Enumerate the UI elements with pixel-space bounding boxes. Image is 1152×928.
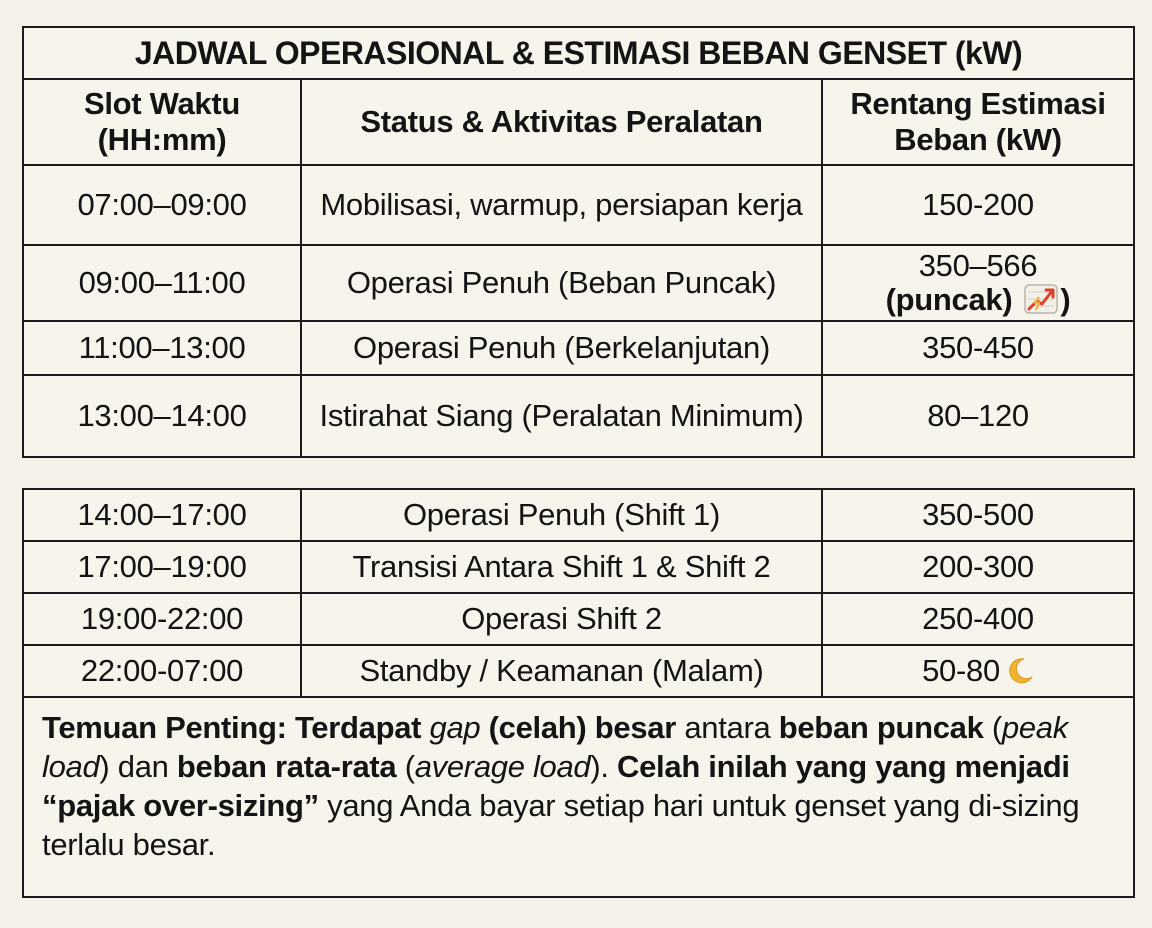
findings-gap-desc: (celah) besar xyxy=(480,710,676,745)
findings-peak: beban puncak xyxy=(778,710,984,745)
findings-peak-term: peak load xyxy=(42,710,1068,784)
findings-lead: Temuan Penting: Terdapat xyxy=(42,710,430,745)
range-cell xyxy=(822,245,1134,321)
slot-cell: 07:00–09:00 xyxy=(23,165,301,245)
status-cell: Operasi Shift 2 xyxy=(301,593,822,645)
range-cell: 250-400 xyxy=(822,593,1134,645)
range-cell: 150-200 xyxy=(822,165,1134,245)
table-row xyxy=(23,489,1134,541)
range-cell: 80–120 xyxy=(822,375,1134,457)
schedule-table-bottom xyxy=(22,488,1135,898)
findings-text: antara xyxy=(676,710,779,745)
status-cell: Istirahat Siang (Peralatan Minimum) xyxy=(301,375,822,457)
peak-range-value: 350–566 xyxy=(918,247,1038,283)
table-row xyxy=(23,645,1134,697)
table-row xyxy=(23,321,1134,375)
findings-gap-term: gap xyxy=(429,710,481,745)
table-row xyxy=(23,245,1134,321)
slot-cell: 22:00-07:00 xyxy=(23,645,301,697)
slot-cell: 17:00–19:00 xyxy=(23,541,301,593)
findings-text: ( xyxy=(983,710,1002,745)
title-row xyxy=(23,27,1134,79)
findings-row xyxy=(23,697,1134,897)
chart-increasing-icon xyxy=(1024,284,1058,314)
range-cell: 350-500 xyxy=(822,489,1134,541)
peak-range-note: (puncak) xyxy=(885,281,1013,317)
header-range: Rentang Estimasi Beban (kW) xyxy=(822,79,1134,165)
table-row xyxy=(23,375,1134,457)
findings-text: ( xyxy=(396,749,415,784)
peak-range-note-close: ) xyxy=(1060,281,1071,317)
findings-average: beban rata-rata xyxy=(176,749,397,784)
status-cell: Transisi Antara Shift 1 & Shift 2 xyxy=(301,541,822,593)
header-row xyxy=(23,79,1134,165)
status-cell: Standby / Keamanan (Malam) xyxy=(301,645,822,697)
findings-text: ). xyxy=(590,749,618,784)
slot-cell: 19:00-22:00 xyxy=(23,593,301,645)
slot-cell: 11:00–13:00 xyxy=(23,321,301,375)
range-cell: 350-450 xyxy=(822,321,1134,375)
range-cell: 200-300 xyxy=(822,541,1134,593)
schedule-table-top xyxy=(22,26,1135,458)
table-title: JADWAL OPERASIONAL & ESTIMASI BEBAN GENSET (kW) xyxy=(23,27,1134,79)
crescent-moon-icon xyxy=(1006,657,1034,685)
status-cell: Operasi Penuh (Beban Puncak) xyxy=(301,245,822,321)
findings-oversizing: Celah inilah yang yang menjadi “pajak over-sizing” xyxy=(42,749,1070,823)
slot-cell: 14:00–17:00 xyxy=(23,489,301,541)
table-row xyxy=(23,165,1134,245)
slot-cell: 09:00–11:00 xyxy=(23,245,301,321)
key-findings xyxy=(23,697,1134,897)
header-status: Status & Aktivitas Peralatan xyxy=(301,79,822,165)
findings-average-term: average load xyxy=(414,749,591,784)
status-cell: Mobilisasi, warmup, persiapan kerja xyxy=(301,165,822,245)
status-cell: Operasi Penuh (Shift 1) xyxy=(301,489,822,541)
table-row xyxy=(23,593,1134,645)
findings-text: ) dan xyxy=(99,749,177,784)
peak-range xyxy=(886,249,1071,317)
slot-cell: 13:00–14:00 xyxy=(23,375,301,457)
range-cell xyxy=(822,645,1134,697)
header-slot: Slot Waktu (HH:mm) xyxy=(23,79,301,165)
table-row xyxy=(23,541,1134,593)
night-range-value: 50-80 xyxy=(922,653,1000,688)
status-cell: Operasi Penuh (Berkelanjutan) xyxy=(301,321,822,375)
findings-text: yang Anda bayar setiap hari untuk genset yang di-sizing terlalu besar. xyxy=(42,788,1080,862)
